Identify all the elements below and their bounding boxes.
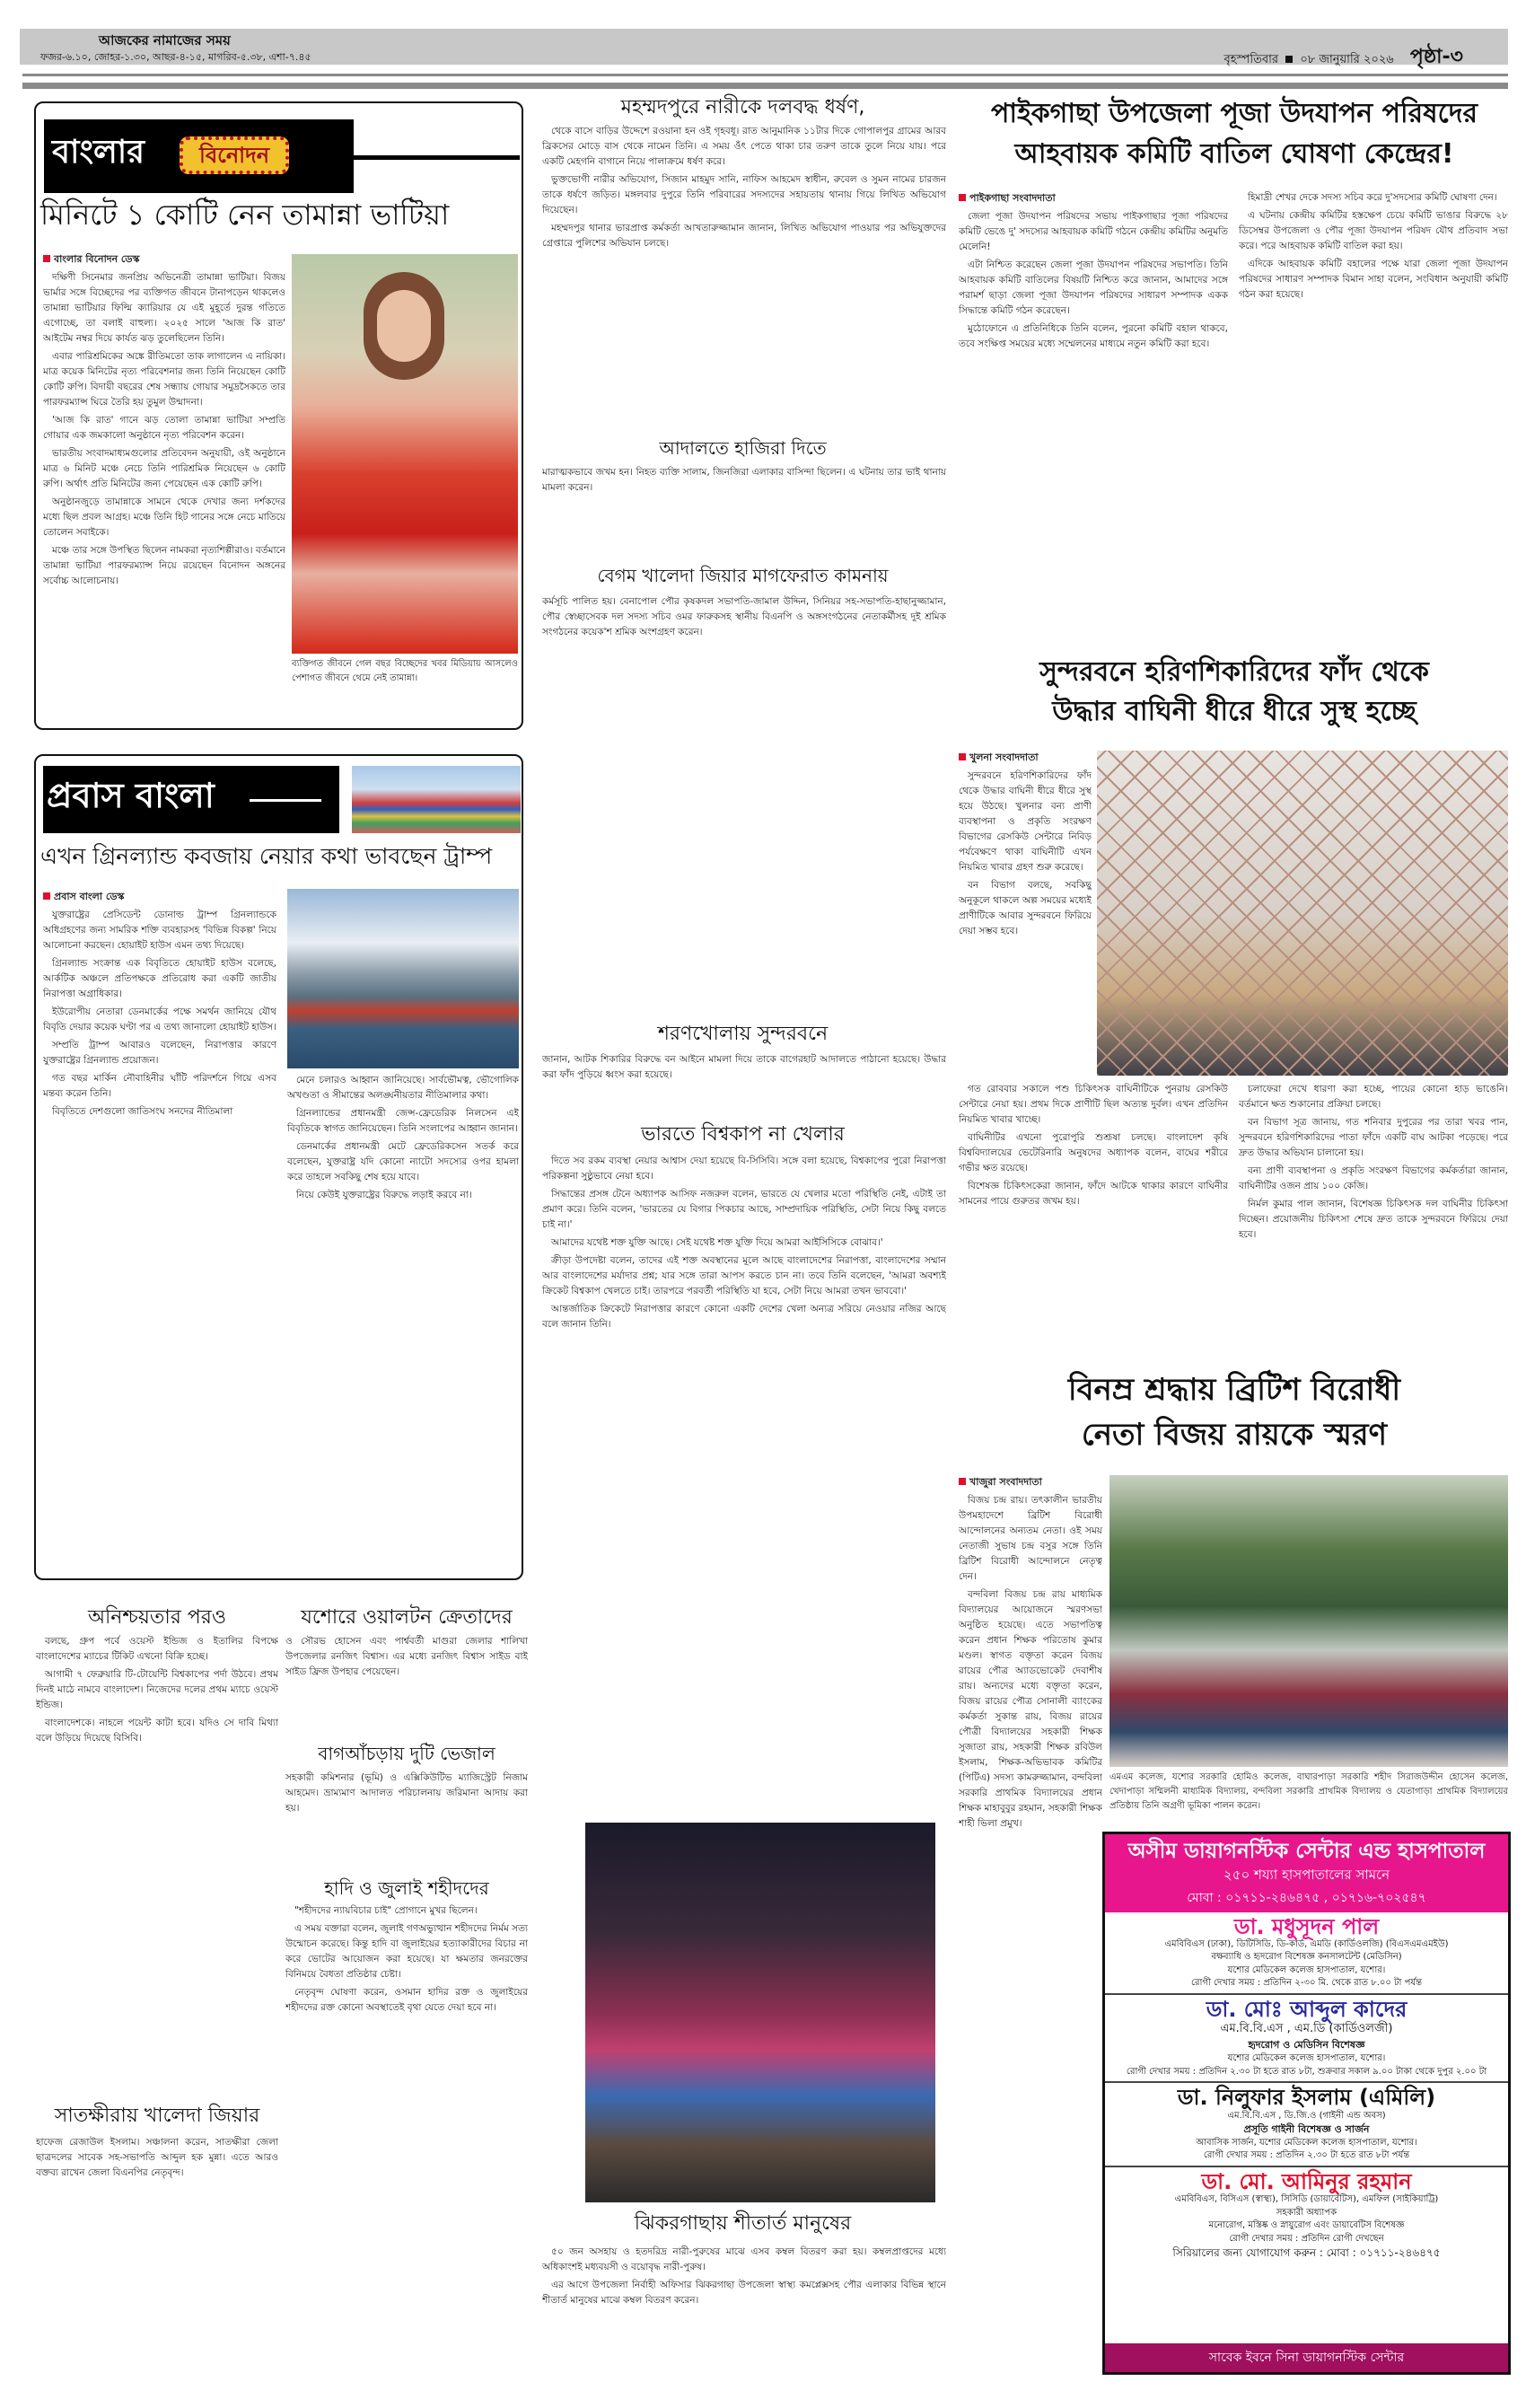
doctor-specialty: প্রসূতি গাইনী বিশেষজ্ঞ ও সার্জন (1243, 2123, 1370, 2136)
sundarban-col2 (1239, 1082, 1508, 1369)
hadi-article (285, 1903, 528, 2393)
paragraph: গ্রিনল্যান্ড সংক্রান্ত এক বিবৃতিতে হোয়াইট হাউস বলেছে, আর্কটিক অঞ্চলে প্রতিপক্ষকে প্রতিরোধ করা একটি জাতীয় নিরাপত্তা অগ্রাধিকার। (43, 957, 276, 999)
bijoy-byline: খাজুরা সংবাদদাতা (969, 1476, 1042, 1488)
paragraph: মহম্মদপুর থানার ভারপ্রাপ্ত কর্মকর্তা আখতারুজ্জামান জানান, লিখিত অভিযোগ পাওয়ার পর অভিযুক্তদের গ্রেপ্তারে পুলিশের অভিযান চলছে। (542, 223, 946, 249)
doctor-hours: রোগী দেখার সময় : প্রতিদিন ২-৩০ মি. থেকে রাত ৮.০০ টা পর্যন্ত (1190, 1978, 1423, 1989)
paragraph: আন্তর্জাতিক ক্রিকেটে নিরাপত্তার কারণে কোনো একটি দেশের খেলা অন্যত্র সরিয়ে নেওয়ার নজির আছে বলে জানান তিনি। (542, 1304, 946, 1330)
doctor-card (1105, 1993, 1508, 2081)
paragraph: বন বিভাগ বলছে, সবকিছু অনুকূলে থাকলে অল্প সময়ের মধ্যেই প্রাণীটিকে আবার সুন্দরবনে ফিরিয়ে দেয়া সম্ভব হবে। (959, 879, 1092, 936)
paragraph: ক্রীড়া উপদেষ্টা বলেন, তাদের এই শক্ত অবস্থানের মূলে আছে বাংলাদেশের নিরাপত্তা, বাংলাদেশের সম্মান আর বাংলাদেশের মর্যাদার প্রশ্ন; যার সঙ্গে তারা আপস করতে চান না। তবে তিনি বলেছেন, 'আমরা অবশ্যই ক্রিকেট বিশ্বকাপ খেলতে চাই। তারপরে পরবর্তী পরিস্থিতি যা হবে, সেটা নিয়ে আমরা তখন ভাববো।' (542, 1255, 946, 1296)
probash-article-col2 (287, 1073, 519, 1573)
day: বৃহস্পতিবার (1223, 53, 1279, 66)
paragraph: বিবৃতিতে দেশগুলো জাতিসংঘ সনদের নীতিমালা (52, 1105, 233, 1117)
doctor-specialty: বক্ষব্যাধি ও হৃদরোগ বিশেষজ্ঞ কনসালটেন্ট (মেডিসিন) (1211, 1952, 1402, 1963)
hadi-headline: হাদি ও জুলাই শহীদদের (324, 1877, 489, 1899)
prayer-times: ফজর-৬.১০, জোহর-১.৩০, আছর-৪-১৫, মাগরিব-৫.৩৮, এশা-৭.৪৫ (40, 51, 311, 63)
doctor-degree: এমবিবিএস, বিসিএস (স্বাস্থ্য), সিসিডি (ডায়াবেটিস), এমফিল (সাইকিয়াট্রি) (1174, 2194, 1439, 2205)
paragraph: বিজয় চন্দ্র রায়। তৎকালীন ভারতীয় উপমহাদেশে ব্রিটিশ বিরোধী আন্দোলনের অন্যতম নেতা। ওই সময় নেতাজী সুভাষ চন্দ্র বসুর সঙ্গে তিনি ব্রিটিশ বিরোধী আন্দোলনে নেতৃত্ব দেন। (959, 1494, 1102, 1582)
jhikorgacha-article (542, 2245, 946, 2397)
binodon-caption: ব্যক্তিগত জীবনে গেল বছর বিচ্ছেদের খবর মিডিয়ায় আসলেও পেশাগত জীবনে থেমে নেই তামান্না। (292, 659, 518, 684)
doctor-name: ডা. মো. আমিনুর রহমান (1201, 2168, 1412, 2194)
bagachra-article: সহকারী কমিশনার (ভূমি) ও এক্সিকিউটিভ ম্যাজিস্ট্রেট নিজাম আহমেদ। ভ্রাম্যমাণ আদালত পরিচালনায় জরিমানা আদায় করা হয়। (285, 1772, 528, 1814)
doctor-card (1105, 2081, 1508, 2166)
paragraph: জেলা পূজা উদযাপন পরিষদের সভায় পাইকগাছার পূজা পরিষদের কমিটি ভেঙে দু' সদস্যের আহবায়ক কমিটি গঠনে কেন্দ্রীয় কমিটির অনুমতি মেলেনি! (959, 210, 1228, 252)
binodon-label: বাংলার (52, 134, 145, 171)
ad-title: অসীম ডায়াগনস্টিক সেন্টার এন্ড হাসপাতাল (1127, 1840, 1486, 1863)
binodon-badge: বিনোদন (180, 136, 289, 174)
paragraph: ৫০ জন অসহায় ও হতদরিদ্র নারী-পুরুষের মাঝে এসব কম্বল বিতরণ করা হয়। কম্বলপ্রাপ্তদের মধ্যে অধিকাংশই মধ্যবয়সী ও বয়োবৃদ্ধ নারী-পুরুষ। (542, 2246, 946, 2272)
adalot-headline: আদালতে হাজিরা দিতে (659, 437, 827, 459)
doctor-hospital: যশোর মেডিকেল কলেজ হাসপাতাল, যশোর। (1227, 1964, 1386, 1975)
paragraph: বিশেষজ্ঞ চিকিৎসকেরা জানান, ফাঁদে আটকে থাকার কারণে বাঘিনীর সামনের পায়ে গুরুতর জখম হয়। (959, 1181, 1228, 1207)
date: ০৮ জানুয়ারি ২০২৬ (1300, 53, 1394, 66)
bagachra-headline: বাগআঁচড়ায় দুটি ভেজাল (318, 1743, 496, 1764)
paragraph: সম্প্রতি ট্রাম্প আবারও বলেছেন, নিরাপত্তার কারণে যুক্তরাষ্ট্রের গ্রিনল্যান্ড প্রয়োজন। (43, 1039, 276, 1066)
paragraph: 'আজ কি রাত' গানে ঝড় তোলা তামান্না ভাটিয়া সম্প্রতি গোয়ার এক জমকালো অনুষ্ঠানে নৃত্য পরিবেশন করেন। (43, 414, 285, 441)
doctor-hospital: যশোর মেডিকেল কলেজ হাসপাতাল, যশোর। (1227, 2053, 1386, 2064)
dateline (1223, 41, 1463, 75)
paragraph: নেতৃবৃন্দ ঘোষণা করেন, ওসমান হাদির রক্ত ও জুলাইয়ের শহীদদের রক্ত কোনো অবস্থাতেই বৃথা যেতে দেয়া হবে না। (285, 1987, 528, 2013)
paragraph: গত বছর মার্কিন নৌবাহিনীর ঘাঁটি পরিদর্শনে গিয়ে এসব মন্তব্য করেন তিনি। (43, 1072, 276, 1099)
sundarban-headline-1: সুন্দরবনে হরিণশিকারিদের ফাঁদ থেকে (1039, 656, 1429, 688)
doctor-degree: এম.বি.বি.এস , এম.ডি (কার্ডিওলজী) (1220, 2022, 1393, 2036)
paragraph: সিদ্ধান্তের প্রসঙ্গ টেনে অধ্যাপক আসিফ নজরুল বলেন, ভারতে যে খেলার মতো পরিস্থিতি নেই, এটাই তা প্রমাণ করে। তিনি বলেন, 'ভারতের যে বিগার পিকচার আছে, সাম্প্রদায়িক পরিস্থিতি, সেটা নিয়ে কিছু বলতে চাই না।' (542, 1189, 946, 1230)
paragraph: গ্রিনল্যান্ডের প্রধানমন্ত্রী জেন্স-ফ্রেডেরিক নিলসেন এই বিবৃতিকে স্বাগত জানিয়েছেন। তিনি সংলাপের আহ্বান জানান। (287, 1108, 519, 1134)
probash-article-col1 (43, 889, 276, 1573)
bijoy-article (959, 1474, 1102, 2381)
doctor-hours: রোগী দেখার সময় : প্রতিদিন রোগী দেখছেন (1229, 2233, 1384, 2244)
paragraph: মঞ্চে তার সঙ্গে উপস্থিত ছিলেন নামকরা নৃত্যশিল্পীরাও। বর্তমানে তামান্না ভাটিয়া পারফরম্যান্স নিয়ে রয়েছেন বিনোদন অঙ্গনের সর্বোচ্চ আলোচনায়। (43, 544, 285, 586)
paikgachha-headline-2: আহবায়ক কমিটি বাতিল ঘোষণা কেন্দ্রের! (1014, 138, 1454, 170)
paragraph: ডেনমার্কের প্রধানমন্ত্রী মেটে ফ্রেডেরিকসেন সতর্ক করে বলেছেন, যুক্তরাষ্ট্র যদি কোনো ন্যাটো সদস্যের ওপর হামলা করে তাহলে সবকিছু শেষ হয়ে যাবে। (287, 1141, 519, 1182)
paragraph: বলছে, গ্রুপ পর্বে ওয়েস্ট ইন্ডিজ ও ইতালির বিপক্ষে বাংলাদেশের ম্যাচের টিকিট এখনো বিক্রি হচ্ছে। (36, 1636, 278, 1662)
binodon-headline: মিনিটে ১ কোটি নেন তামান্না ভাটিয়া (40, 198, 450, 232)
bharote-article (542, 1154, 946, 1818)
shoronkhola-headline: শরণখোলায় সুন্দরবনে (657, 1023, 829, 1045)
begum-headline: বেগম খালেদা জিয়ার মাগফেরাত কামনায় (597, 565, 889, 586)
bijoy-caption: এমএম কলেজ, যশোর সরকারি হোমিও কলেজ, বাঘারপাড়া সরকারি শহীদ সিরাজউদ্দীন হোসেন কলেজ, খেদাপাড়া সম্মিলনী মাধ্যমিক বিদ্যালয়, বন্দবিলা সরকারি প্রাথমিক বিদ্যালয় ও যেতাগাড়া প্রাথমিক বিদ্যালয়ের প্রতিষ্ঠায় তিনি অগ্রণী ভূমিকা পালন করেন। (1109, 1772, 1508, 1812)
doctor-contact: সিরিয়ালের জন্য যোগাযোগ করুন : মোবা : ০১৭১১-২৪৬৪৭৫ (1172, 2246, 1441, 2260)
paikgachha-col2 (1239, 190, 1508, 603)
doctor-title: সহকারী অধ্যাপক (1276, 2207, 1337, 2218)
paragraph: থেকে বাসে বাড়ির উদ্দেশে রওয়ানা হন ওই গৃহবধূ। রাত আনুমানিক ১১টার দিকে গোপালপুর গ্রামের আরব ব্রিকসের মোড়ে বাস থেকে নামেন তিনি। এ সময় ওঁৎ পেতে থাকা চার তরুণ তাকে তুলে নিয়ে যায়। পরে একটি মেহগনি বাগানে নিয়ে পালাক্রমে ধর্ষণ করে। (542, 126, 946, 167)
sundarban-headline-2: উদ্ধার বাঘিনী ধীরে ধীরে সুস্থ হচ্ছে (1052, 696, 1416, 727)
greenland-photo (287, 889, 519, 1068)
onishchoyota-headline: অনিশ্চয়তার পরও (87, 1606, 227, 1629)
sundarban-col1 (959, 750, 1092, 1077)
paragraph: নির্মল কুমার পাল জানান, বিশেষজ্ঞ চিকিৎসক দল বাঘিনীর চিকিৎসা দিচ্ছেন। প্রয়োজনীয় চিকিৎসা শেষে দ্রুত তাকে সুন্দরবনে ফিরিয়ে দেয়া হবে। (1239, 1199, 1508, 1240)
mohammadpur-article (542, 124, 946, 429)
doctor-specialty: মনোরোগ, মস্তিষ্ক ও স্নায়ুরোগ এবং ডায়াবেটিস বিশেষজ্ঞ (1208, 2220, 1405, 2231)
paragraph: দিতে সব রকম ব্যবস্থা নেয়ার আশ্বাস দেয়া হয়েছে বি-সিসিবি। সঙ্গে বলা হয়েছে, বিশ্বকাপের পুরো নিরাপত্তা পরিকল্পনা সুষ্ঠুভাবে নেয়া হবে। (542, 1156, 946, 1182)
blanket-distribution-photo (585, 1823, 935, 2202)
mohammadpur-headline: মহম্মদপুরে নারীকে দলবদ্ধ ধর্ষণ, (620, 96, 865, 119)
prayer-title: আজকের নামাজের সময় (99, 32, 231, 48)
paragraph: মুঠোফোনে এ প্রতিনিধিকে তিনি বলেন, পুরনো কমিটি বহাল থাকবে, তবে সংক্ষিপ্ত সময়ের মধ্যে সম্মেলনের মাধ্যমে নতুন কমিটি করা হবে। (959, 322, 1228, 349)
memorial-photo (1109, 1475, 1508, 1767)
paragraph: এটা নিশ্চিত করেছেন জেলা পূজা উদযাপন পরিষদের সভাপতি। তিনি আহবায়ক কমিটি বাতিলের বিষয়টি নিশ্চিত করে জানান, আমাদের সঙ্গে পরামর্শ ছাড়া জেলা পূজা উদযাপন পরিষদের সাধারণ সম্পাদক একক সিদ্ধান্তে কমিটি গঠন করেছেন। (959, 259, 1228, 316)
tamanna-photo (292, 254, 518, 654)
paragraph: মেনে চলারও আহ্বান জানিয়েছে। সার্বভৌমত্ব, ভৌগোলিক অখণ্ডতা ও সীমান্তের অলঙ্ঘনীয়তার নীতিমালার কথা। (287, 1075, 519, 1101)
paragraph: গত রোববার সকালে পশু চিকিৎসক বাঘিনীটিকে পুনরায় রেসকিউ সেন্টারে নেয়া হয়। প্রথম দিকে প্রাণীটি ছিল অত্যন্ত দুর্বল। এখন প্রতিদিন নিয়মিত খাবার খাচ্ছে। (959, 1084, 1228, 1125)
ad-footer: সাবেক ইবনে সিনা ডায়াগনস্টিক সেন্টার (1105, 2343, 1508, 2372)
paikgachha-headline-1: পাইকগাছা উপজেলা পূজা উদযাপন পরিষদের (991, 98, 1478, 129)
probash-rule (250, 799, 321, 802)
binodon-byline: বাংলার বিনোদন ডেস্ক (54, 253, 140, 265)
onishchoyota-article (36, 1634, 278, 2074)
paragraph: বন্দবিলা বিজয় চন্দ্র রায় মাধ্যমিক বিদ্যালয়ের আয়োজনে স্মরণসভা অনুষ্ঠিত হয়েছে। এতে সভাপতিত্ব করেন প্রধান শিক্ষক পরিতোষ কুমার মণ্ডল। স্বাগত বক্তৃতা করেন বিজয় রায়ের পৌত্র অ্যাডভোকেট দেবাশীষ রায়। অন্যদের মধ্যে বক্তৃতা করেন, বিজয় রায়ের পৌত্র সোনালী ব্যাংকের কর্মকর্তা সুকান্ত রায়, বিজয় রায়ের পৌত্রী বিদ্যালয়ের সহকারী শিক্ষক সুজাতা রায়, সহকারী শিক্ষক রবিউল ইসলাম, শিক্ষক-অভিভাবক কমিটির (পিটিএ) সদস্য কামরুজ্জামান, বন্দবিলা সরকারি প্রাথমিক বিদ্যালয়ের প্রধান শিক্ষক মাহাবুবুর রহমান, সহকারী শিক্ষক শাহী ভিলা প্রমুখ। (959, 1588, 1102, 1829)
paragraph: ভুক্তভোগী নারীর অভিযোগ, সিজান মাহমুদ সানি, নাফিস আহমেদ স্বাধীন, রুবেল ও সুমন নামের চারজন তাকে ধর্ষণে জড়িত। মঙ্গলবার দুপুরে তিনি পরিবারের সদস্যদের সহায়তায় থানায় গিয়ে লিখিত অভিযোগ দিয়েছেন। (542, 174, 946, 215)
binodon-article (43, 251, 285, 723)
doctor-name: ডা. মোঃ আব্দুল কাদের (1206, 1996, 1408, 2022)
bijoy-headline-1: বিনম্র শ্রদ্ধায় ব্রিটিশ বিরোধী (1067, 1372, 1401, 1408)
paragraph: এবার পারিশ্রমিকের অঙ্কে রীতিমতো তাক লাগালেন এ নায়িকা। মাত্র কয়েক মিনিটের নৃত্য পরিবেশনার জন্য তিনি নিয়েছেন কোটি কোটি রুপি। বিদায়ী বছরের শেষ সন্ধ্যায় গোয়ার সমুদ্রসৈকতে তার পারফরম্যান্স ঘিরে তৈরি হয় তুমুল উন্মাদনা। (43, 350, 285, 408)
ad-subtitle: ২৫০ শয্যা হাসপাতালের সামনে (1223, 1866, 1390, 1883)
ad-header (1105, 1834, 1508, 1912)
paragraph: দক্ষিণী সিনেমার জনপ্রিয় অভিনেত্রী তামান্না ভাটিয়া। বিজয় ভার্মার সঙ্গে বিচ্ছেদের পর ব্যক্তিগত জীবনে টানাপড়েন থাকলেও তামান্না ভাটিয়ার ফিল্মি ক্যারিয়ার যে এই মুহূর্তে দুরন্ত গতিতে এগোচ্ছে, তা বলাই বাহুল্য। ২০২৫ সালে 'আজ কি রাত' আইটেম নম্বর দিয়ে কার্যত ঝড় তুলেছিলেন তিনি। (43, 271, 285, 344)
paragraph: ইউরোপীয় নেতারা ডেনমার্কের পক্ষে সমর্থন জানিয়ে যৌথ বিবৃতি দেয়ার কয়েক ঘণ্টা পর এ তথ্য জানালো হোয়াইট হাউস। (43, 1006, 276, 1033)
paragraph: বাংলাদেশকে। নাহলে পয়েন্ট কাটা হবে। যদিও সে দাবি মিথ্যা বলে উড়িয়ে দিয়েছে বিসিবি। (36, 1718, 278, 1744)
doctor-card (1105, 2166, 1508, 2264)
sundarban-col-full (959, 1082, 1228, 1369)
doctor-card (1105, 1912, 1508, 1993)
paragraph: "শহীদদের ন্যায়বিচার চাই" প্রোগানে মুখর ছিলেন। (294, 1905, 478, 1916)
doctor-hours: রোগী দেখার সময় : প্রতিদিন ২.৩০ টা হতে রাত ৮টা, শুক্রবার সকাল ৯.০০ টাকা থেকে দুপুর ২.০০ টা (1126, 2066, 1487, 2077)
paragraph: আমাদের যথেষ্ট শক্ত যুক্তি আছে। সেই যথেষ্ট শক্ত যুক্তি দিয়ে আমরা আইসিসিকে বোঝাব।' (551, 1237, 883, 1248)
doctor-specialty: হৃদরোগ ও মেডিসিন বিশেষজ্ঞ (1248, 2039, 1365, 2052)
probash-headline: এখন গ্রিনল্যান্ড কবজায় নেয়ার কথা ভাবছেন ট্রাম্প (40, 843, 493, 869)
doctor-degree: এম.বি.বি.এস , ডি.জি.ও (গাইনী এন্ড অবস) (1227, 2110, 1386, 2121)
shoronkhola-article: জানান, আটক শিকারির বিরুদ্ধে বন আইনে মামলা দিয়ে তাকে বাগেরহাট আদালতে পাঠানো হয়েছে। উদ্ধার করা ফাঁদ পুড়িয়ে ধ্বংস করা হয়েছে। (542, 1054, 946, 1080)
walton-article: ও সৌরভ হোসেন এবং পার্শ্ববর্তী মাগুরা জেলার শালিখা উপজেলার রনজিৎ বিশ্বাস। এর মধ্যে রনজিৎ বিশ্বাস সাইড বাই সাইড ফ্রিজ উপহার পেয়েছেন। (285, 1636, 528, 1677)
paragraph: এদিকে আহবায়ক কমিটি বহালের পক্ষে যারা জেলা পূজা উদযাপন পরিষদের সাধারণ সম্পাদক বিমান সাহা বলেন, সংবিধান অনুযায়ী কমিটি গঠন করা হয়েছে। (1239, 259, 1508, 300)
paragraph: হিমাদ্রী শেখর দেকে সদস্য সচিব করে দু'সদস্যের কমিটি ঘোষণা দেন। (1248, 192, 1497, 203)
bijoy-headline-2: নেতা বিজয় রায়কে স্মরণ (1081, 1417, 1388, 1453)
doctor-hospital: আবাসিক সার্জন, যশোর মেডিকেল কলেজ হাসপাতাল, যশোর। (1196, 2137, 1417, 2148)
paragraph: যুক্তরাষ্ট্রের প্রেসিডেন্ট ডোনাল্ড ট্রাম্প গ্রিনল্যান্ডকে অধিগ্রহণের জন্য সামরিক শক্তি ব্যবহারসহ 'বিভিন্ন বিকল্প' নিয়ে আলোচনা করছেন। হোয়াইট হাউস এমন তথ্য দিয়েছে। (43, 909, 276, 951)
header-rule (22, 74, 1508, 76)
tigress-rescue-photo (1097, 751, 1508, 1076)
paragraph: বন্য প্রাণী ব্যবস্থাপনা ও প্রকৃতি সংরক্ষণ বিভাগের কর্মকর্তারা জানান, বাঘিনীটির ওজন প্রায় ১০০ কেজি। (1239, 1165, 1508, 1191)
paragraph: আগামী ৭ ফেব্রুয়ারি টি-টোয়েন্টি বিশ্বকাপের পর্দা উঠবে। প্রথম দিনই মাঠে নামবে বাংলাদেশ। নিজেদের দলের প্রথম ম্যাচে ওয়েস্ট ইন্ডিজ। (36, 1669, 278, 1710)
satkhira-article: হাফেজ রেজাউল ইসলাম। সঞ্চালনা করেন, সাতক্ষীরা জেলা ছাত্রদলের সাবেক সহ-সভাপতি আব্দুল হক মুন্না। এতে আরও বক্তব্য রাখেন জেলা বিএনপির নেতৃবৃন্দ। (36, 2137, 278, 2178)
paragraph: ভারতীয় সংবাদমাধ্যমগুলোর প্রতিবেদন অনুযায়ী, ওই অনুষ্ঠানে মাত্র ৬ মিনিট মঞ্চে নেচে তিনি পারিশ্রমিক নিয়েছেন ৬ কোটি রুপি। অর্থাৎ প্রতি মিনিটের জন্য পেয়েছেন এক কোটি রুপি। (43, 447, 285, 489)
satkhira-headline: সাতক্ষীরায় খালেদা জিয়ার (54, 2105, 260, 2127)
ad-phone: মোবা : ০১৭১১-২৪৬৪৭৫ , ০১৭১৬-৭০২৫৪৭ (1187, 1890, 1426, 1905)
doctor-degree: এমবিবিএস (ঢাকা), ডিটিসিডি, ডি-কার্ড, এমডি (কার্ডিওলজি) (বিএসএমএমইউ) (1164, 1938, 1449, 1949)
walton-headline: যশোরে ওয়ালটন ক্রেতাদের (301, 1606, 513, 1629)
paragraph: এর আগে উপজেলা নির্বাহী অফিসার ঝিকরগাছা উপজেলা স্বাস্থ্য কমপ্লেক্সসহ পৌর এলাকার বিভিন্ন স্থানে শীতার্ত মানুষের মাঝে কম্বল বিতরণ করেন। (542, 2280, 946, 2306)
flags-image (352, 766, 521, 833)
jhikorgacha-headline: ঝিকরগাছায় শীতার্ত মানুষের (634, 2212, 852, 2235)
probash-label: প্রবাস বাংলা (47, 776, 215, 815)
paragraph: অনুষ্ঠানজুড়ে তামান্নাকে সামনে থেকে দেখার জন্য দর্শকদের মধ্যে ছিল প্রবল আগ্রহ। মঞ্চে তিনি হিট গানের সঙ্গে নেচে মাতিয়ে তোলেন সবাইকে। (43, 496, 285, 538)
adalot-article: মারাত্মকভাবে জখম হন। নিহত ব্যক্তি সালাম, জিনজিরা এলাকার বাসিন্দা ছিলেন। এ ঘটনায় তার ভাই থানায় মামলা করেন। (542, 467, 946, 493)
paikgachha-byline: পাইকগাছা সংবাদদাতা (969, 192, 1056, 204)
sundarban-byline: খুলনা সংবাদদাতা (969, 751, 1039, 763)
paragraph: চলাফেরা দেখে ধারণা করা হচ্ছে, পায়ের কোনো হাড় ভাঙেনি। বর্তমানে ক্ষত শুকানোর প্রক্রিয়া চলছে। (1239, 1084, 1508, 1110)
page-number: পৃষ্ঠা-৩ (1409, 46, 1463, 68)
paragraph: বন বিভাগ সূত্র জানায়, গত শনিবার দুপুরের পর তারা খবর পান, সুন্দরবনে হরিণশিকারিদের পাতা ফাঁদে একটি বাঘ আটকা পড়েছে। পরে দ্রুত উদ্ধার অভিযান চালানো হয়। (1239, 1117, 1508, 1158)
separator-square-icon (1285, 56, 1293, 63)
probash-byline: প্রবাস বাংলা ডেস্ক (54, 891, 125, 902)
header-band (22, 83, 1508, 89)
doctor-hours: রোগী দেখার সময় : প্রতিদিন ২.৩০ টা হতে রাত ৮টা পর্যন্ত (1203, 2150, 1410, 2161)
paragraph: এ সময় বক্তারা বলেন, জুলাই গণঅভ্যুত্থান শহীদদের নির্মম সত্য উন্মোচন করেছে। কিন্তু হাদি বা জুলাইয়ের হত্যাকারীদের বিচার না করে ভোটের আয়োজন করা হয়েছে। যা ক্ষমতার জনরক্তের বিনিময়ে বৈধতা প্রতিষ্ঠার চেষ্টা। (285, 1923, 528, 1980)
paragraph: এ ঘটনায় কেন্দ্রীয় কমিটির হস্তক্ষেপ চেয়ে কমিটি ভাঙার বিরুদ্ধে ২৮ ডিসেম্বর উপজেলা ও পৌর পূজা উদযাপন পরিষদ যৌথ প্রতিবাদ সভা করে। পরে আহবায়ক কমিটি বাতিল করা হয়। (1239, 210, 1508, 251)
paikgachha-col1 (959, 190, 1228, 603)
paragraph: বাঘিনীটির এখনো পুরোপুরি শুশ্রূষা চলছে। বাংলাদেশ কৃষি বিশ্ববিদ্যালয়ের ভেটেরিনারি অনুষদের অধ্যাপক বলেন, বাঘের শরীরে গভীর ক্ষত রয়েছে। (959, 1132, 1228, 1173)
diagnostic-center-ad (1102, 1832, 1511, 2375)
paragraph: সুন্দরবনে হরিণশিকারিদের ফাঁদ থেকে উদ্ধার বাঘিনী ধীরে ধীরে সুস্থ হয়ে উঠছে। খুলনার বন্য প্রাণী ব্যবস্থাপনা ও প্রকৃতি সংরক্ষণ বিভাগের রেসকিউ সেন্টারে নিবিড় পর্যবেক্ষণে থাকা বাঘিনীটি এখন নিয়মিত খাবার গ্রহণ শুরু করেছে। (959, 769, 1092, 873)
doctor-name: ডা. মধুসূদন পাল (1233, 1913, 1380, 1939)
begum-article: কর্মসূচি পালিত হয়। বেনাপোল পৌর কৃষকদল সভাপতি-জামাল উদ্দিন, সিনিয়র সহ-সভাপতি-হাছানুজ্জামান, পৌর স্বেচ্ছাসেবক দল সদস্য সচিব ওমর ফারুকসহ স্থানীয় বিএনপি ও অঙ্গসংগঠনের নেতাকর্মীসহ দুই শ্রমিক সংগঠনের কয়েক'শ শ্রমিক অংশগ্রহণ করেন। (542, 596, 946, 637)
paragraph: নিয়ে কেউই যুক্তরাষ্ট্রের বিরুদ্ধে লড়াই করবে না। (296, 1190, 472, 1200)
binodon-rule (354, 155, 520, 160)
bharote-headline: ভারতে বিশ্বকাপ না খেলার (641, 1123, 845, 1146)
doctor-name: ডা. নিলুফার ইসলাম (এমিলি) (1177, 2085, 1436, 2111)
